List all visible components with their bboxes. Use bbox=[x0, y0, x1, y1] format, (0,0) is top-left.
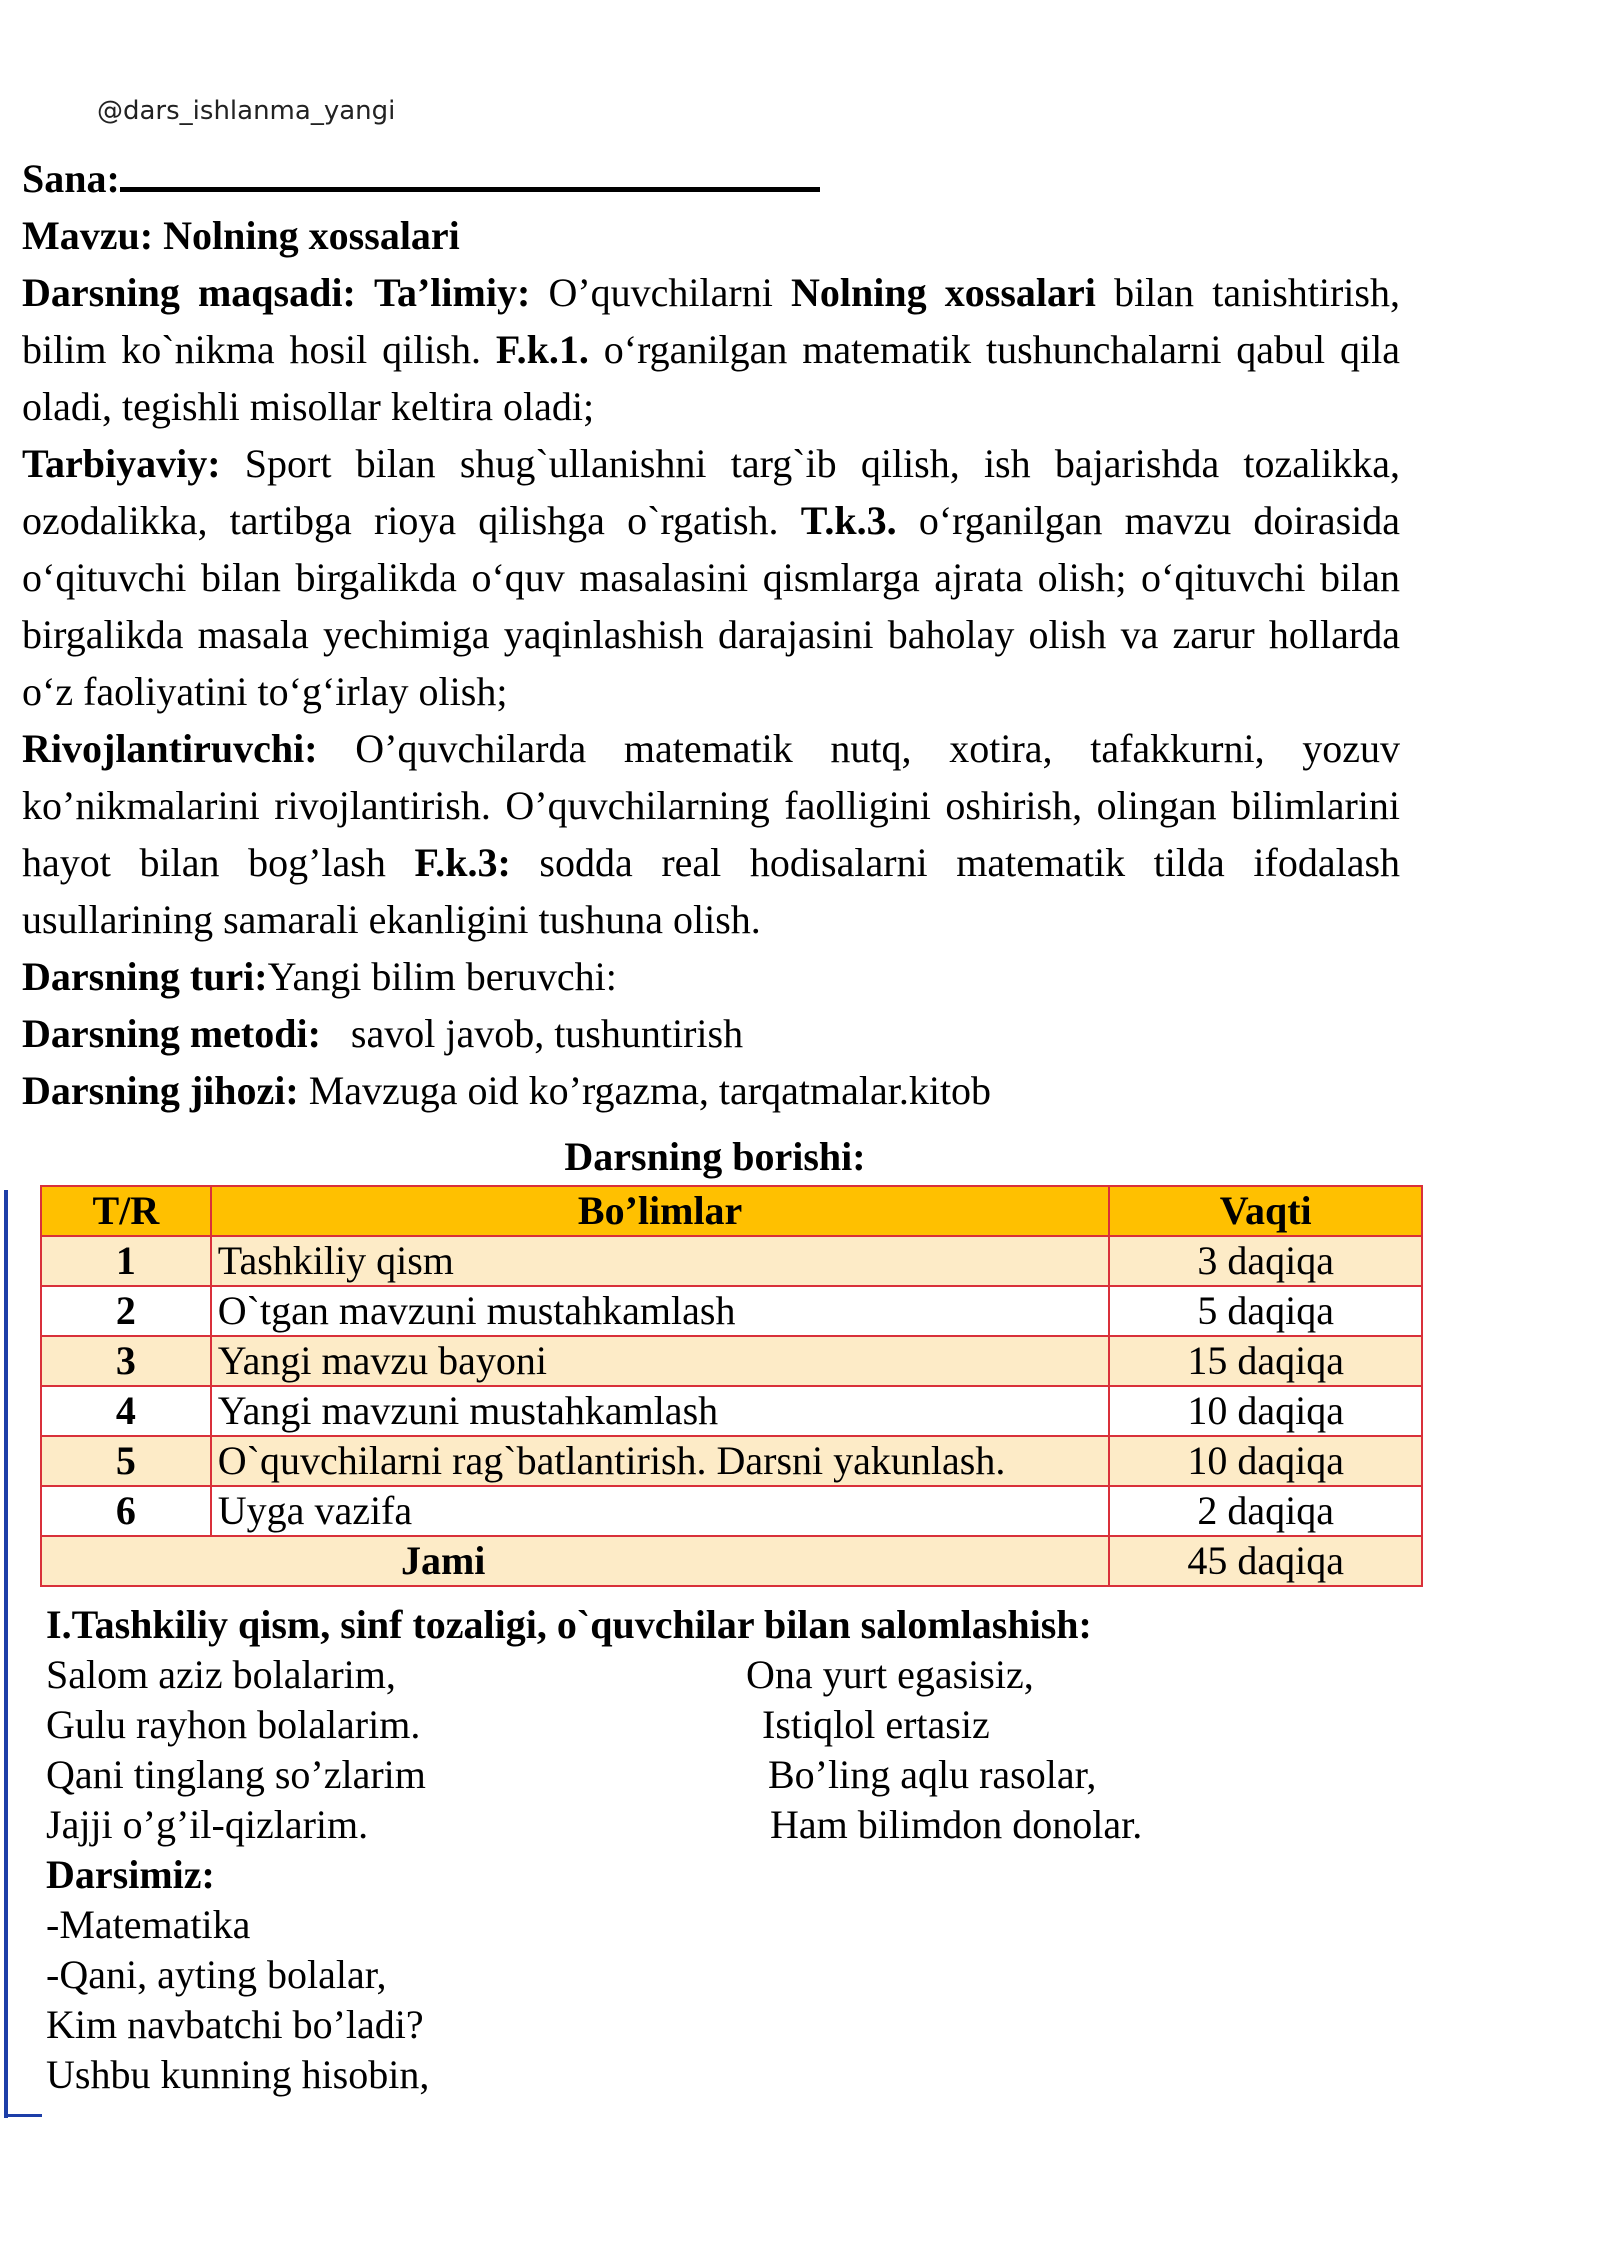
rivojlantiruvchi-text: sodda real hodisalarni matematik tilda ifodalash usullarining samarali ekanligini tushuna olish. bbox=[22, 840, 1401, 942]
row-number: 3 bbox=[41, 1336, 211, 1386]
metodi-line bbox=[22, 1005, 1400, 1062]
row-time: 10 daqiqa bbox=[1109, 1436, 1422, 1486]
poem-row bbox=[46, 1650, 1346, 1700]
mavzu-label: Mavzu: bbox=[22, 213, 154, 258]
darsimiz-label: Darsimiz: bbox=[46, 1852, 215, 1897]
mavzu-line bbox=[22, 207, 1400, 264]
row-time: 15 daqiqa bbox=[1109, 1336, 1422, 1386]
tarbiyaviy-text: Sport bilan shug`ullanishni targ`ib qilish, ish bajarishda tozalikka, ozodalikka, tartibga rioya qilishga o`rgatish. bbox=[22, 441, 1401, 543]
tarbiyaviy-label: Tarbiyaviy: bbox=[22, 441, 221, 486]
total-time: 45 daqiqa bbox=[1109, 1536, 1422, 1586]
maqsad-label: Darsning maqsadi: bbox=[22, 270, 356, 315]
borishi-title: Darsning borishi: bbox=[564, 1134, 866, 1179]
talimiy-text: o‘rganilgan matematik tushunchalarni qabul qila oladi, tegishli misollar keltira oladi; bbox=[22, 327, 1401, 429]
fk3-code: F.k.3: bbox=[414, 840, 511, 885]
rivojlantiruvchi-label: Rivojlantiruvchi: bbox=[22, 726, 318, 771]
column-header: Vaqti bbox=[1109, 1186, 1422, 1236]
poem-line-left: Gulu rayhon bolalarim. bbox=[46, 1702, 421, 1747]
talimiy-text: bilan tanishtirish, bilim ko`nikma hosil qilish. bbox=[22, 270, 1400, 372]
row-section: Uyga vazifa bbox=[211, 1486, 1110, 1536]
poem-line-right: Ona yurt egasisiz, bbox=[746, 1652, 1034, 1697]
table-row bbox=[41, 1486, 1422, 1536]
poem-line-left: Jajji o’g’il-qizlarim. bbox=[46, 1802, 369, 1847]
table-row bbox=[41, 1336, 1422, 1386]
row-section: O`quvchilarni rag`batlantirish. Darsni yakunlash. bbox=[211, 1436, 1110, 1486]
poem-tail-line: -Matematika bbox=[46, 1902, 251, 1947]
row-section: Tashkiliy qism bbox=[211, 1236, 1110, 1286]
poem-line-left: Salom aziz bolalarim, bbox=[46, 1652, 396, 1697]
metodi-label: Darsning metodi: bbox=[22, 1011, 321, 1056]
greeting-title: I.Tashkiliy qism, sinf tozaligi, o`quvchilar bilan salomlashish: bbox=[46, 1602, 1092, 1647]
row-number: 5 bbox=[41, 1436, 211, 1486]
turi-line bbox=[22, 948, 1400, 1005]
row-time: 3 daqiqa bbox=[1109, 1236, 1422, 1286]
lesson-plan-body bbox=[22, 150, 1400, 1119]
left-margin-rule bbox=[4, 1190, 8, 2118]
row-time: 5 daqiqa bbox=[1109, 1286, 1422, 1336]
sana-line bbox=[22, 150, 1400, 207]
greeting-section bbox=[46, 1600, 1346, 2100]
total-label: Jami bbox=[41, 1536, 1109, 1586]
poem-row bbox=[46, 1750, 1346, 1800]
fk1-code: F.k.1. bbox=[495, 327, 589, 372]
table-row bbox=[41, 1386, 1422, 1436]
row-time: 10 daqiqa bbox=[1109, 1386, 1422, 1436]
row-number: 6 bbox=[41, 1486, 211, 1536]
turi-label: Darsning turi: bbox=[22, 954, 268, 999]
poem-line-left: Qani tinglang so’zlarim bbox=[46, 1752, 426, 1797]
row-section: O`tgan mavzuni mustahkamlash bbox=[211, 1286, 1110, 1336]
tarbiyaviy-text: o‘rganilgan mavzu doirasida o‘qituvchi bilan birgalikda o‘quv masalasini qismlarga ajrata olish; o‘qituvchi bilan birgalikda masala yechimiga yaqinlashish darajasini baholay olish va zarur hollarda o‘z faoliyatini to‘g‘irlay olish; bbox=[22, 498, 1401, 714]
tarbiyaviy-paragraph bbox=[22, 435, 1400, 720]
table-row bbox=[41, 1436, 1422, 1486]
poem-tail-line: Ushbu kunning hisobin, bbox=[46, 2052, 430, 2097]
talimiy-topic: Nolning xossalari bbox=[791, 270, 1096, 315]
borishi-title-wrap bbox=[0, 1128, 1430, 1185]
poem-line-right: Istiqlol ertasiz bbox=[762, 1702, 990, 1747]
rivojlantiruvchi-text: O’quvchilarda matematik nutq, xotira, tafakkurni, yozuv ko’nikmalarini rivojlantirish. O’quvchilarning faolligini oshirish, olingan bilimlarini hayot bilan bog’lash bbox=[22, 726, 1401, 885]
poem-row bbox=[46, 1700, 1346, 1750]
poem-line-right: Bo’ling aqlu rasolar, bbox=[768, 1752, 1097, 1797]
row-section: Yangi mavzu bayoni bbox=[211, 1336, 1110, 1386]
poem-tail-line: -Qani, ayting bolalar, bbox=[46, 1952, 387, 1997]
column-header: Bo’limlar bbox=[211, 1186, 1110, 1236]
jihozi-line bbox=[22, 1062, 1400, 1119]
row-number: 2 bbox=[41, 1286, 211, 1336]
metodi-value: savol javob, tushuntirish bbox=[350, 1011, 744, 1056]
row-number: 4 bbox=[41, 1386, 211, 1436]
table-row bbox=[41, 1286, 1422, 1336]
talimiy-text: O’quvchilarni bbox=[548, 270, 773, 315]
jihozi-label: Darsning jihozi: bbox=[22, 1068, 299, 1113]
tk3-code: T.k.3. bbox=[800, 498, 897, 543]
table-row bbox=[41, 1236, 1422, 1286]
watermark: @dars_ishlanma_yangi bbox=[97, 96, 396, 126]
table-total-row bbox=[41, 1536, 1422, 1586]
lesson-timing-table bbox=[40, 1185, 1423, 1587]
poem-row bbox=[46, 1800, 1346, 1850]
rivojlantiruvchi-paragraph bbox=[22, 720, 1400, 948]
poem-tail-line: Kim navbatchi bo’ladi? bbox=[46, 2002, 424, 2047]
column-header: T/R bbox=[41, 1186, 211, 1236]
row-section: Yangi mavzuni mustahkamlash bbox=[211, 1386, 1110, 1436]
maqsad-paragraph bbox=[22, 264, 1400, 435]
row-time: 2 daqiqa bbox=[1109, 1486, 1422, 1536]
row-number: 1 bbox=[41, 1236, 211, 1286]
sana-label: Sana: bbox=[22, 156, 120, 201]
left-margin-rule-foot bbox=[4, 2114, 42, 2117]
poem-line-right: Ham bilimdon donolar. bbox=[770, 1802, 1143, 1847]
mavzu-value: Nolning xossalari bbox=[163, 213, 460, 258]
turi-value: Yangi bilim beruvchi: bbox=[267, 954, 617, 999]
jihozi-value: Mavzuga oid ko’rgazma, tarqatmalar.kitob bbox=[308, 1068, 992, 1113]
talimiy-label: Ta’limiy: bbox=[373, 270, 531, 315]
table-header-row bbox=[41, 1186, 1422, 1236]
date-blank bbox=[120, 157, 820, 192]
